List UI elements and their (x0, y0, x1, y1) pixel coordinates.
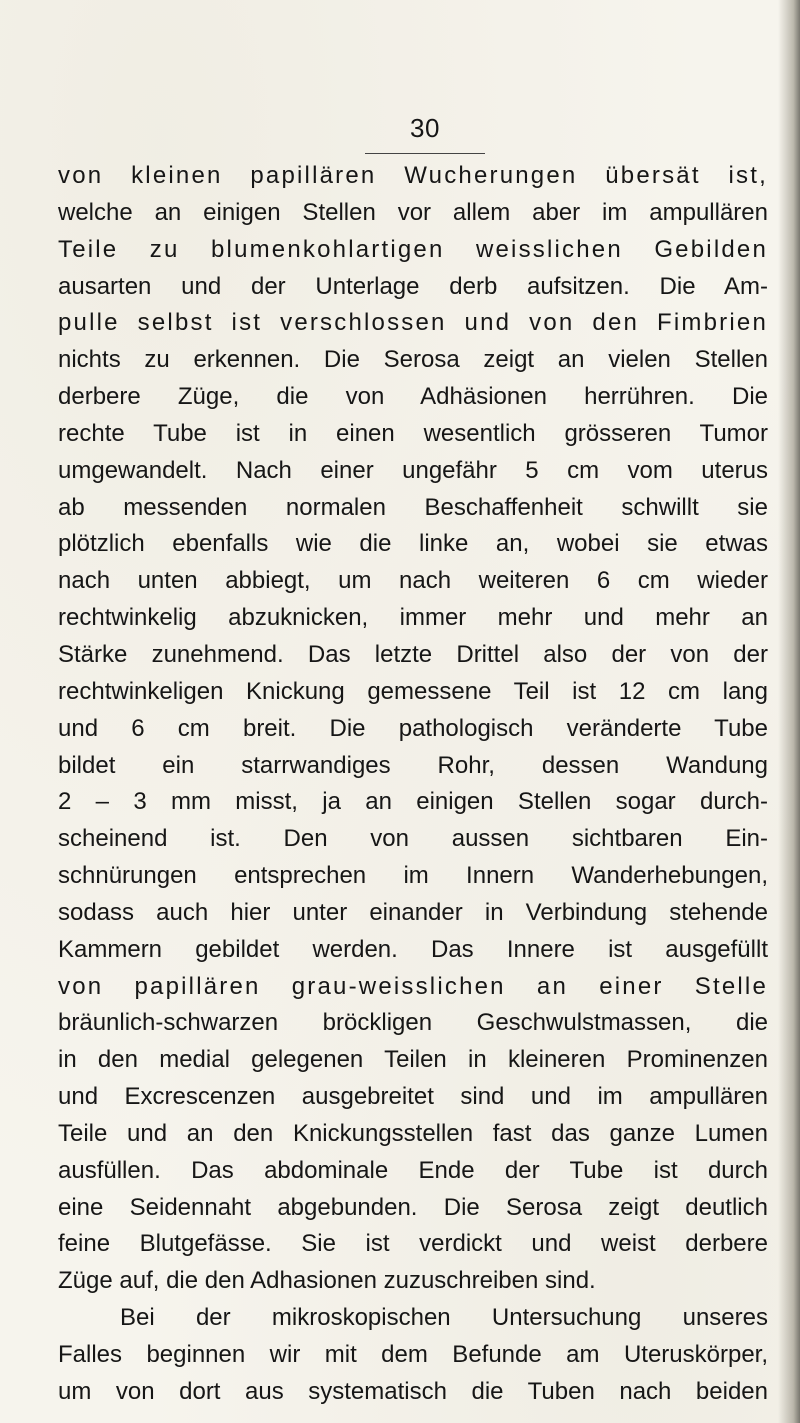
text-line: sodass auch hier unter einander in Verbindung stehende (58, 898, 768, 926)
text-line: bräunlich-schwarzen bröckligen Geschwulstmassen, die (58, 1009, 768, 1037)
text-line: 2 – 3 mm misst, ja an einigen Stellen sogar durch- (58, 788, 768, 816)
body-text (58, 158, 768, 1411)
text-line: umgewandelt. Nach einer ungefähr 5 cm vom uterus (58, 456, 768, 484)
text-line: Kammern gebildet werden. Das Innere ist ausgefüllt (58, 935, 768, 963)
text-line: und 6 cm breit. Die pathologisch veränderte Tube (58, 714, 768, 742)
text-line: Falles beginnen wir mit dem Befunde am Uteruskörper, (58, 1341, 768, 1368)
text-line: in den medial gelegenen Teilen in kleineren Prominenzen (58, 1046, 768, 1074)
text-line: Bei der mikroskopischen Untersuchung unseres (120, 1304, 768, 1332)
text-line: schnürungen entsprechen im Innern Wanderhebungen, (58, 862, 768, 890)
text-line: nach unten abbiegt, um nach weiteren 6 cm wieder (58, 567, 768, 595)
text-line: derbere Züge, die von Adhäsionen herrühren. Die (58, 383, 768, 411)
text-line: bildet ein starrwandiges Rohr, dessen Wandung (58, 751, 768, 779)
text-line: welche an einigen Stellen vor allem aber im ampullären (58, 198, 768, 226)
text-line: Stärke zunehmend. Das letzte Drittel also der von der (58, 640, 768, 668)
text-line: Züge auf, die den Adhasionen zuzuschreiben sind. (58, 1267, 596, 1295)
page-edge-shadow (778, 0, 800, 1423)
text-line: von papillären grau-weisslichen an einer Stelle (58, 972, 768, 1000)
text-line: rechtwinkeligen Knickung gemessene Teil ist 12 cm lang (58, 677, 768, 705)
paragraph-2 (58, 1300, 768, 1411)
text-line: rechtwinkelig abzuknicken, immer mehr und mehr an (58, 604, 768, 632)
text-line: plötzlich ebenfalls wie die linke an, wobei sie etwas (58, 530, 768, 558)
text-line: und Excrescenzen ausgebreitet sind und im ampullären (58, 1083, 768, 1111)
page-number: 30 (410, 113, 440, 143)
text-line: pulle selbst ist verschlossen und von den Fimbrien (58, 309, 768, 337)
text-line: von kleinen papillären Wucherungen übersät ist, (58, 162, 768, 189)
text-line: feine Blutgefässe. Sie ist verdickt und weist derbere (58, 1230, 768, 1258)
text-line: rechte Tube ist in einen wesentlich grösseren Tumor (58, 419, 768, 447)
text-line: Teile zu blumenkohlartigen weisslichen Gebilden (58, 235, 768, 263)
text-line: ausfüllen. Das abdominale Ende der Tube ist durch (58, 1156, 768, 1184)
paragraph-1 (58, 158, 768, 1300)
text-line: um von dort aus systematisch die Tuben nach beiden (58, 1377, 768, 1405)
text-line: Teile und an den Knickungsstellen fast das ganze Lumen (58, 1119, 768, 1147)
text-line: ausarten und der Unterlage derb aufsitzen. Die Am- (58, 272, 768, 300)
text-line: ab messenden normalen Beschaffenheit schwillt sie (58, 493, 768, 521)
text-line: nichts zu erkennen. Die Serosa zeigt an vielen Stellen (58, 346, 768, 374)
text-line: eine Seidennaht abgebunden. Die Serosa zeigt deutlich (58, 1193, 768, 1221)
text-line: scheinend ist. Den von aussen sichtbaren Ein- (58, 825, 768, 853)
page-number-rule (365, 153, 485, 154)
